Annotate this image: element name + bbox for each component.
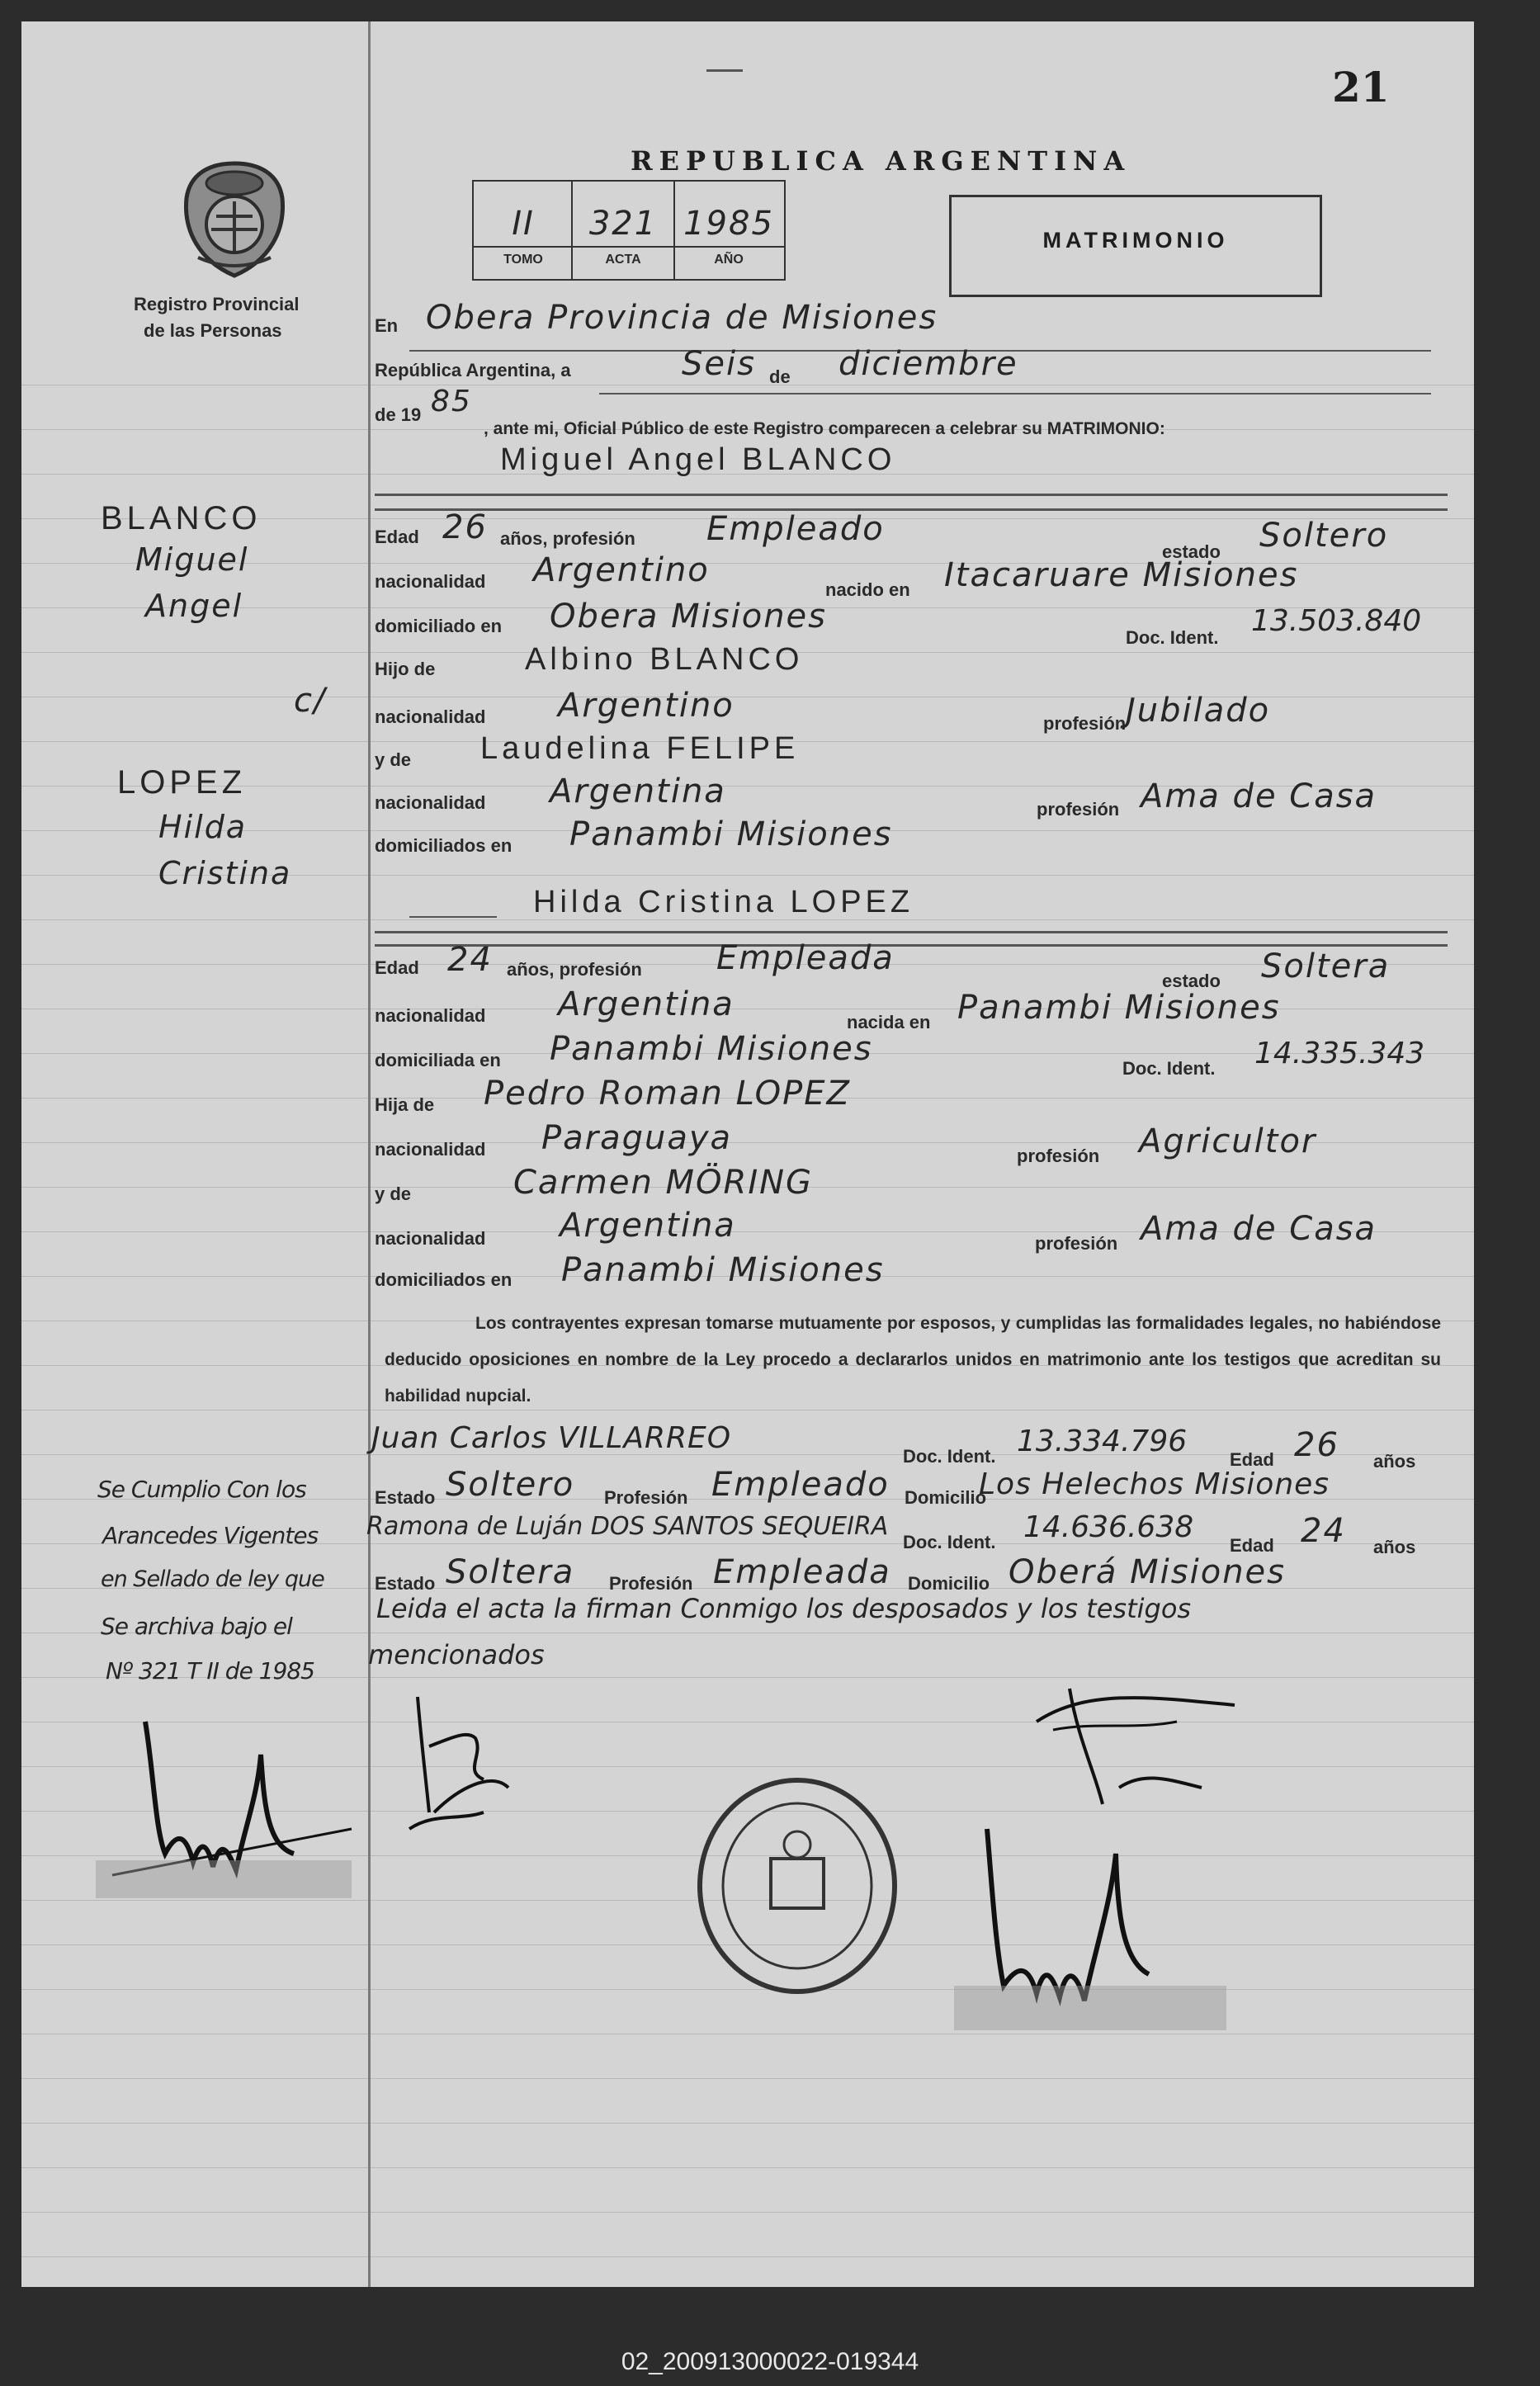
witness1-doc: 13.334.796 [1017,1425,1188,1458]
witness1-status: Soltero [446,1466,575,1504]
groom-father-profession: Jubilado [1126,692,1271,730]
groom-father-nationality: Argentino [558,687,735,725]
closing-line2: mencionados [368,1639,545,1670]
groom-mother: Laudelina FELIPE [480,731,800,766]
witness2-doc: 14.636.638 [1023,1510,1194,1544]
bride-father: Pedro Roman LOPEZ [484,1075,851,1113]
margin-bride-given2: Cristina [158,855,292,891]
witness2-doc-label: Doc. Ident. [903,1532,996,1552]
groom-signature [385,1689,566,1854]
bride-doc-label: Doc. Ident. [1122,1058,1216,1079]
groom-domicile: Obera Misiones [550,598,828,635]
bride-edad-label: Edad [375,957,419,978]
witness2-status: Soltera [446,1553,575,1591]
bride-mother-label: y de [375,1184,412,1204]
groom-birthplace: Itacaruare Misiones [944,556,1299,594]
witness2-name: Ramona de Luján DOS SANTOS SEQUEIRA [366,1512,889,1541]
place: Obera Provincia de Misiones [426,299,938,337]
bride-domicile: Panambi Misiones [550,1030,873,1068]
groom-parents-dom-label: domiciliados en [375,835,513,856]
bride-doc: 14.335.343 [1254,1037,1425,1070]
bride-nationality: Argentina [558,985,735,1023]
witness1-edad-label: Edad [1230,1449,1274,1470]
registry-name-line2: de las Personas [144,320,282,341]
witness2-estado-label: Estado [375,1573,436,1594]
margin-groom-given1: Miguel [135,541,249,578]
de19-label: de 19 [375,404,422,425]
de-label: de [769,366,791,387]
page-number: 21 [1332,63,1390,111]
bride-estado-label: estado [1162,971,1221,991]
groom-nationality-label: nacionalidad [375,571,486,592]
witness2-prof-label: Profesión [609,1573,693,1594]
margin-fee-line3: en Sellado de ley que [101,1566,324,1592]
witness1-dom-label: Domicilio [905,1487,987,1508]
bride-parents-domicile: Panambi Misiones [561,1251,885,1289]
witness2-profession: Empleada [713,1553,891,1591]
bride-father-nat-label: nacionalidad [375,1139,486,1160]
day: Seis [682,345,756,383]
margin-bride-given1: Hilda [158,809,248,845]
bride-domicile-label: domiciliada en [375,1050,501,1070]
ano-value: 1985 [683,205,774,243]
bride-name-line [375,931,1448,933]
table-sep3 [474,246,784,248]
groom-mother-profession: Ama de Casa [1141,777,1377,815]
witness1-prof-label: Profesión [604,1487,688,1508]
date-line [599,393,1431,395]
groom-father: Albino BLANCO [525,642,804,677]
bride-name: Hilda Cristina LOPEZ [533,885,914,919]
witness1-estado-label: Estado [375,1487,436,1508]
groom-mother-nationality: Argentina [550,772,726,810]
witness2-dom-label: Domicilio [908,1573,990,1594]
month: diciembre [838,345,1018,383]
witness2-domicile: Oberá Misiones [1009,1553,1287,1591]
bride-section-line [375,944,1448,947]
margin-fee-line4: Se archiva bajo el [101,1613,292,1640]
bride-age: 24 [447,941,493,979]
groom-nacido-label: nacido en [825,579,910,600]
margin-divider [368,21,371,2287]
bride-status: Soltera [1261,947,1391,985]
country-title: REPUBLICA ARGENTINA [631,145,1131,177]
ruled-line [21,2256,1474,2257]
witness2-age: 24 [1301,1512,1346,1550]
bride-nationality-label: nacionalidad [375,1005,486,1026]
closing-line1: Leida el acta la firman Conmigo los desposados y los testigos [376,1593,1192,1624]
year-suffix: 85 [431,385,472,418]
groom-profession: Empleado [706,510,885,548]
bride-mother-prof-label: profesión [1035,1233,1118,1254]
act-type: MATRIMONIO [1042,228,1229,253]
margin-groom-surname: BLANCO [101,500,262,536]
groom-father-prof-label: profesión [1043,713,1127,734]
margin-groom-given2: Angel [145,588,243,624]
provincial-emblem-icon [175,158,294,281]
groom-status: Soltero [1259,517,1389,555]
registry-name-line1: Registro Provincial [134,294,300,314]
acta-label: ACTA [605,253,641,267]
bride-profession: Empleada [716,939,895,977]
groom-domicile-label: domiciliado en [375,616,503,636]
bride-mother: Carmen MÖRING [513,1164,814,1202]
official-stamp [682,1766,913,2006]
bride-parents-dom-label: domiciliados en [375,1269,513,1290]
bride-birthplace: Panambi Misiones [957,989,1281,1027]
acta-value: 321 [588,205,658,243]
groom-nationality: Argentino [533,551,710,589]
declaration-text: Los contrayentes expresan tomarse mutuamente por esposos, y cumplidas las formalidades legales, no habiéndose deducido oposiciones en nombre de la Ley procedo a declararlos unidos en matrimonio ante los testigos que acreditan su habilidad nupcial. [385,1314,1441,1406]
bride-father-nationality: Paraguaya [541,1119,733,1157]
witness1-domicile: Los Helechos Misiones [979,1467,1330,1501]
republica-label: República Argentina, a [375,360,571,380]
groom-edad-label: Edad [375,527,419,547]
appear-text: , ante mi, Oficial Público de este Registro comparecen a celebrar su MATRIMONIO: [484,419,1165,438]
official-signature [954,1821,1226,2035]
bride-father-label: Hija de [375,1094,435,1115]
tomo-label: TOMO [503,253,543,267]
margin-conj: c/ [294,682,327,720]
witness1-doc-label: Doc. Ident. [903,1446,996,1467]
bride-nacida-label: nacida en [847,1012,931,1032]
groom-name-line [375,494,1448,496]
tomo-value: II [512,205,535,243]
file-caption: 02_200913000022-019344 [621,2348,919,2375]
ruled-line [21,2212,1474,2213]
ruled-line [21,2123,1474,2124]
margin-fee-line1: Se Cumplio Con los [97,1476,306,1503]
witness1-profession: Empleado [711,1466,890,1504]
bride-mother-nationality: Argentina [560,1207,736,1245]
groom-name: Miguel Angel BLANCO [500,442,896,477]
groom-parents-domicile: Panambi Misiones [569,815,893,853]
groom-father-nat-label: nacionalidad [375,706,486,727]
top-dash [706,69,743,72]
bride-mother-nat-label: nacionalidad [375,1228,486,1249]
ruled-line [21,2078,1474,2079]
groom-mother-prof-label: profesión [1037,799,1120,820]
register-page [21,21,1474,2287]
groom-estado-label: estado [1162,541,1221,562]
ruled-line [21,2167,1474,2168]
groom-section-line [375,508,1448,511]
bride-father-profession: Agricultor [1139,1122,1317,1160]
witness2-edad-label: Edad [1230,1535,1274,1556]
groom-mother-nat-label: nacionalidad [375,792,486,813]
bride-anos-label: años, profesión [507,959,642,980]
margin-fee-line5: Nº 321 T II de 1985 [106,1657,314,1684]
witness-signatures [1020,1672,1251,1837]
groom-age: 26 [442,508,488,546]
groom-doc-label: Doc. Ident. [1126,627,1219,648]
margin-fee-line2: Arancedes Vigentes [102,1522,319,1549]
witness1-age: 26 [1294,1426,1339,1464]
witness1-name: Juan Carlos VILLARREO [371,1421,732,1455]
witness1-anos-label: años [1373,1451,1416,1472]
groom-mother-label: y de [375,749,412,770]
margin-signature [96,1705,368,1903]
en-label: En [375,315,399,336]
bride-name-lead [409,916,497,918]
groom-father-label: Hijo de [375,659,436,679]
groom-anos-label: años, profesión [500,528,635,549]
witness2-anos-label: años [1373,1537,1416,1557]
bride-mother-profession: Ama de Casa [1141,1210,1377,1248]
groom-doc: 13.503.840 [1251,604,1422,638]
bride-father-prof-label: profesión [1017,1146,1100,1166]
ano-label: AÑO [714,253,744,267]
margin-bride-surname: LOPEZ [117,764,247,801]
